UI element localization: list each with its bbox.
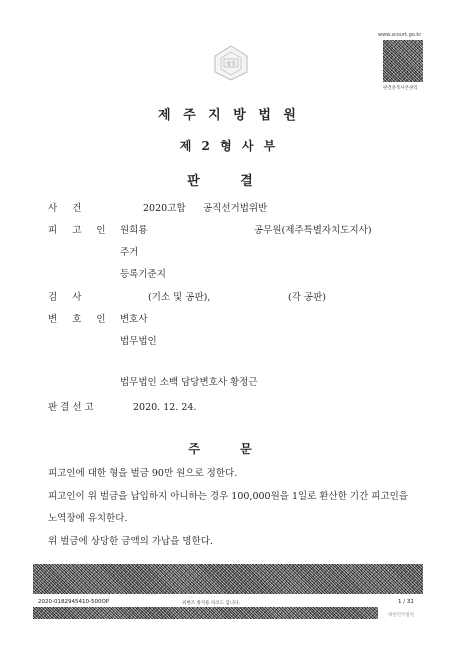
firm-label: 법무법인 [120,336,157,347]
barcode-band [33,564,423,594]
court-name: 제 주 지 방 법 원 [158,108,300,123]
order-line-2: 피고인이 위 벌금을 납입하지 아니하는 경우 100,000원을 1일로 환산한 기간 피고인을 [48,491,409,502]
prosecutor-role-2: (각 공판) [288,292,326,303]
case-name: 공직선거법위반 [203,203,268,214]
qr-caption: 판결문복사본관리 [383,86,418,91]
order-line-4: 위 벌금에 상당한 금액의 가납을 명한다. [48,536,213,547]
sentence-date-label: 판결선고 [48,402,97,413]
defendant-name: 원희룡 [120,225,148,236]
sentence-date-value: 2020. 12. 24. [133,402,197,413]
registry-label: 등록기준지 [120,269,166,280]
prosecutor-role-1: (기소 및 공판), [148,292,211,303]
prosecutor-label: 검 사 [48,292,88,303]
court-emblem [212,44,250,82]
footer-court-mark: 대한민국법원 [388,613,415,618]
footer-page: 1 / 31 [398,599,414,605]
website-label: www.scourt.go.kr [378,32,422,38]
order-line-3: 노역장에 유치한다. [48,513,128,524]
footer-note: 위변조 방지용 바코드 입니다. [182,601,240,606]
counsel-label: 변 호 인 [48,314,112,325]
document-title: 판 결 [187,174,271,189]
order-title: 주 문 [188,442,270,456]
footer-strip [33,607,378,619]
department-name: 제 2 형 사 부 [179,139,279,153]
defendant-label: 피 고 인 [48,225,112,236]
case-number: 2020고합 [143,203,186,214]
footer-doc-id: 2020-0182945410-500OP [38,599,110,605]
firm-full: 법무법인 소백 담당변호사 황정근 [120,377,258,388]
lawyer-label: 변호사 [120,314,148,325]
address-label: 주거 [120,247,139,258]
defendant-occupation: 공무원(제주특별자치도지사) [254,225,372,236]
case-label: 사 건 [48,203,88,214]
emblem-icon [212,44,250,82]
qr-code [383,40,423,82]
emblem-text: 법원 [226,61,236,68]
order-line-1: 피고인에 대한 형을 벌금 90만 원으로 정한다. [48,468,238,479]
